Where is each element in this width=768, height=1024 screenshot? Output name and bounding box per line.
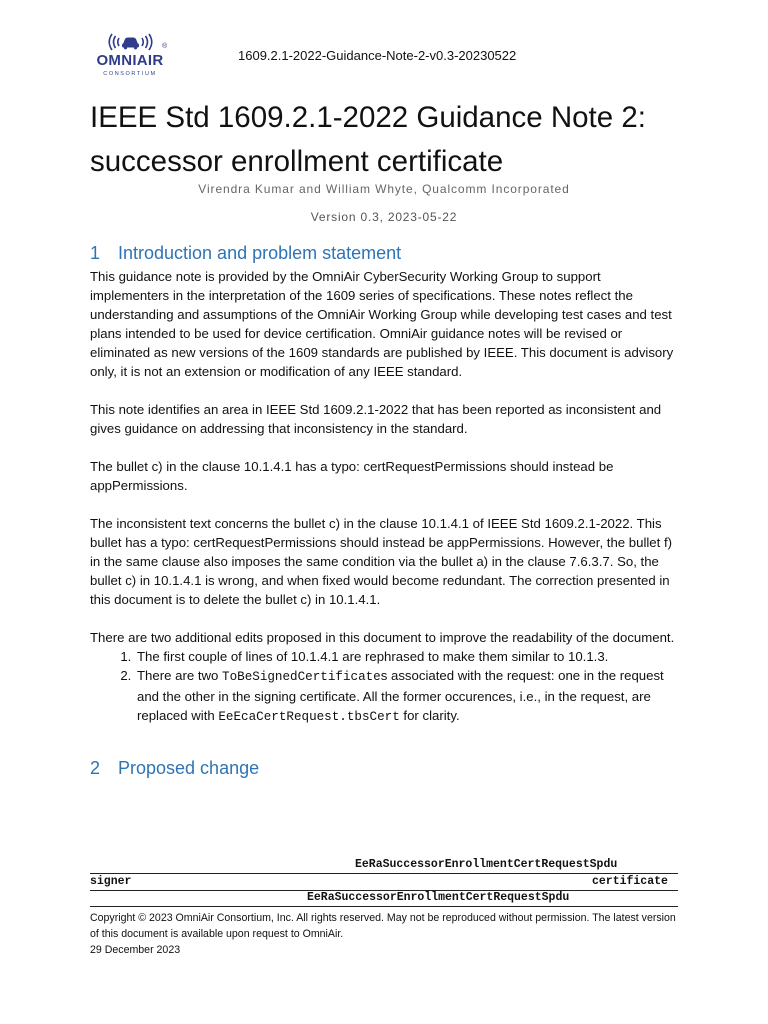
scope-paragraph: This note identifies an area in IEEE Std 1609.2.1-2022 that has been reported as inconsistent and gives guidance on addressing that inconsistency in the standard. <box>90 402 662 436</box>
typo-summary-paragraph: The bullet c) in the clause 10.1.4.1 has a typo: certRequestPermissions should instead be appPermissions. <box>90 459 614 493</box>
code-tobesignedcertificate: ToBeSignedCertificate <box>222 670 381 684</box>
logo-tagline: CONSORTIUM <box>103 71 157 77</box>
section-1-heading <box>90 243 401 264</box>
section-1-number: 1 <box>90 243 101 263</box>
page-footer <box>90 910 680 958</box>
document-title <box>90 96 710 184</box>
version-line: Version 0.3, 2023-05-22 <box>310 210 458 224</box>
section-1-title: Introduction and problem statement <box>118 243 402 263</box>
asn-certificate-label: certificate <box>592 875 668 888</box>
asn-signer-label: signer <box>90 875 132 888</box>
asn-divider-top <box>90 873 678 874</box>
intro-paragraph: This guidance note is provided by the OmniAir CyberSecurity Working Group to support implementers in the interpretation of the 1609 series of specifications. These notes reflect the understanding and assumptions of the OmniAir Working Group while developing test cases and test plans intended to be used for device certification. OmniAir guidance notes will be revised or eliminated as new versions of the 1609 standards are published by IEEE. This document is advisory only, it is not an extension or modification of any IEEE standard. <box>90 269 674 379</box>
inconsistency-paragraph: The inconsistent text concerns the bullet c) in the clause 10.1.4.1 of IEEE Std 1609.2.1-2022. This bullet has a typo: certRequestPermissions should instead be appPermissions. However, the bullet f) in the same clause also imposes the same condition via the bullet a) in the clause 7.6.3.7. So, the bullet c) in 10.1.4.1 is wrong, and when fixed would become redundant. The correction presented in this document is to delete the bullet c) in 10.1.4.1. <box>90 516 673 607</box>
section-2-number: 2 <box>90 758 101 778</box>
list-item: 2. There are two ToBeSignedCertificates associated with the request: one in the request and the other in the signing certificate. All the former occurences, i.e., in the request, are replaced with EeEcaCertRequest.tbsCert for clarity. <box>135 666 680 727</box>
omniair-logo <box>92 30 172 86</box>
registered-mark: ® <box>162 43 168 50</box>
footer-date: 29 December 2023 <box>90 944 181 956</box>
authors-line: Virendra Kumar and William Whyte, Qualcomm Incorporated <box>198 182 570 196</box>
title-line-2: successor enrollment certificate <box>90 145 504 178</box>
asn-type-name-top: EeRaSuccessorEnrollmentCertRequestSpdu <box>355 858 618 871</box>
copyright-notice: Copyright © 2023 OmniAir Consortium, Inc. All rights reserved. May not be reproduced without permission. The latest version of this document is available upon request to OmniAir. <box>90 912 676 940</box>
additional-edits-paragraph: There are two additional edits proposed in this document to improve the readability of the document. <box>90 630 675 645</box>
section-2-title: Proposed change <box>118 758 260 778</box>
document-id: 1609.2.1-2022-Guidance-Note-2-v0.3-20230522 <box>238 48 517 63</box>
wireless-car-icon <box>92 30 168 52</box>
code-tbscert: EeEcaCertRequest.tbsCert <box>218 710 400 724</box>
logo-wordmark: OMNIAIR <box>96 52 164 69</box>
title-line-1: IEEE Std 1609.2.1-2022 Guidance Note 2: <box>90 101 646 134</box>
section-2-heading <box>90 758 259 779</box>
asn-divider-bottom <box>90 906 678 907</box>
asn-type-name-bottom: EeRaSuccessorEnrollmentCertRequestSpdu <box>307 891 570 904</box>
section-1-body <box>90 267 680 727</box>
list-item: 1. The first couple of lines of 10.1.4.1 are rephrased to make them similar to 10.1.3. <box>135 647 680 666</box>
edits-list <box>90 647 680 727</box>
